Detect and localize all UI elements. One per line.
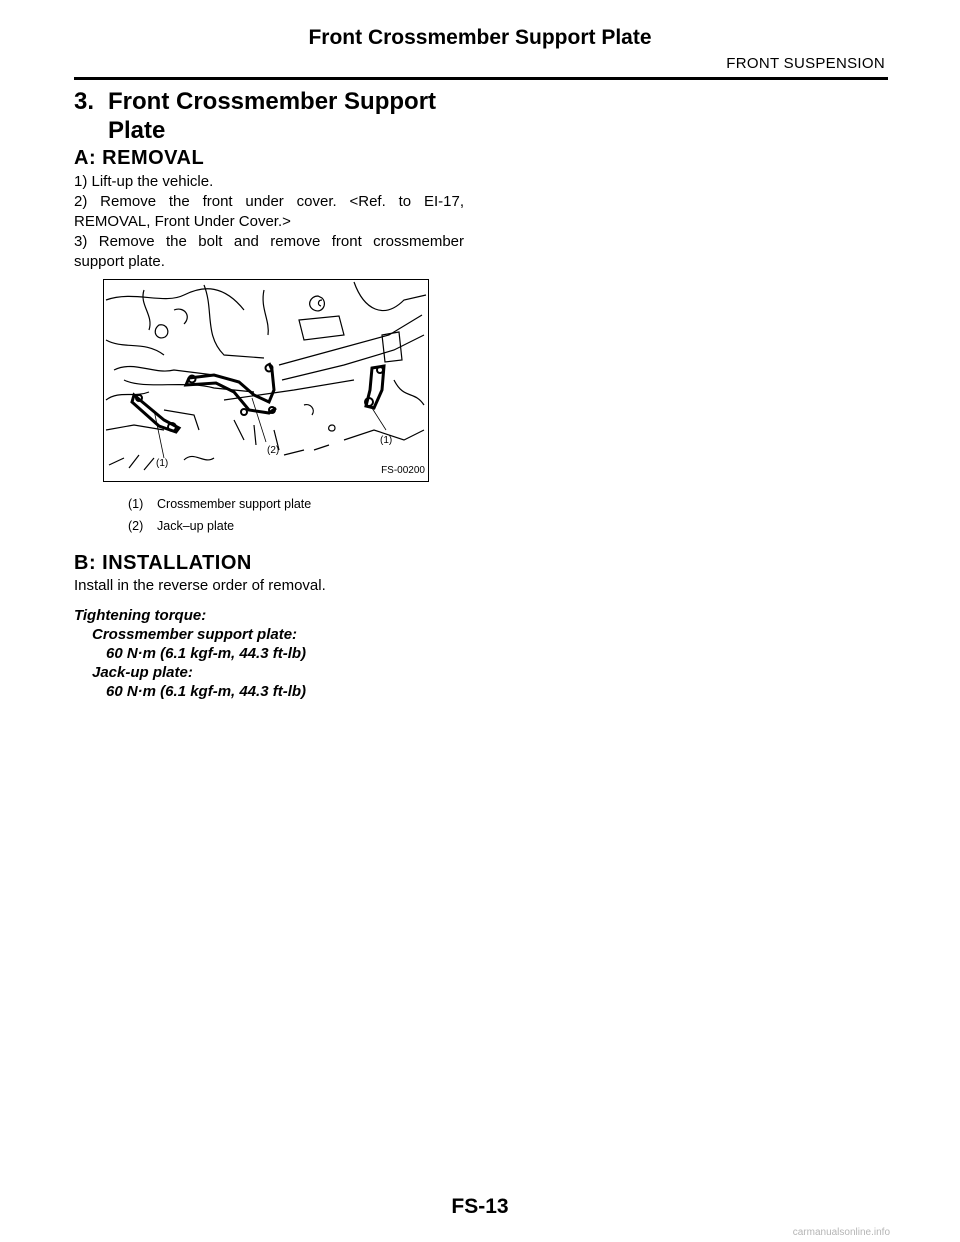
page-header-section: FRONT SUSPENSION (726, 55, 885, 72)
section-title-line1: Front Crossmember Support (108, 88, 437, 115)
removal-steps (74, 172, 464, 272)
section-title-line2: Plate (108, 117, 166, 144)
callout-1-left: (1) (156, 458, 169, 469)
legend-item: (2) Jack–up plate (128, 519, 235, 533)
installation-text: Install in the reverse order of removal. (74, 577, 326, 594)
undercarriage-drawing (104, 280, 428, 481)
installation-heading: B: INSTALLATION (74, 552, 252, 574)
watermark-text: carmanualsonline.info (792, 1227, 890, 1238)
tightening-torque-spec (74, 606, 306, 701)
page-number: FS-13 (451, 1195, 509, 1218)
section-number: 3. (74, 88, 95, 115)
figure-code: FS-00200 (381, 465, 425, 476)
callout-2: (2) (267, 445, 280, 456)
figure-legend (128, 493, 311, 537)
callout-1-right: (1) (380, 435, 393, 446)
torque-label: Tightening torque: (74, 607, 207, 624)
removal-step-1: 1) Lift-up the vehicle. (74, 173, 214, 190)
removal-illustration (103, 279, 429, 482)
section-title (74, 87, 436, 145)
torque-item-name: Jack-up plate: (92, 664, 193, 681)
page-header-title: Front Crossmember Support Plate (308, 26, 652, 49)
legend-item: (1) Crossmember support plate (128, 497, 312, 511)
removal-step-2: 2) Remove the front under cover. <Ref. to EI-17, REMOVAL, Front Under Cover.> (74, 193, 464, 230)
header-divider (74, 77, 888, 80)
torque-item-value: 60 N·m (6.1 kgf-m, 44.3 ft-lb) (106, 645, 307, 662)
torque-item-name: Crossmember support plate: (92, 626, 298, 643)
removal-step-3: 3) Remove the bolt and remove front crossmember support plate. (74, 233, 464, 270)
removal-heading: A: REMOVAL (74, 147, 205, 169)
torque-item-value: 60 N·m (6.1 kgf-m, 44.3 ft-lb) (106, 683, 307, 700)
